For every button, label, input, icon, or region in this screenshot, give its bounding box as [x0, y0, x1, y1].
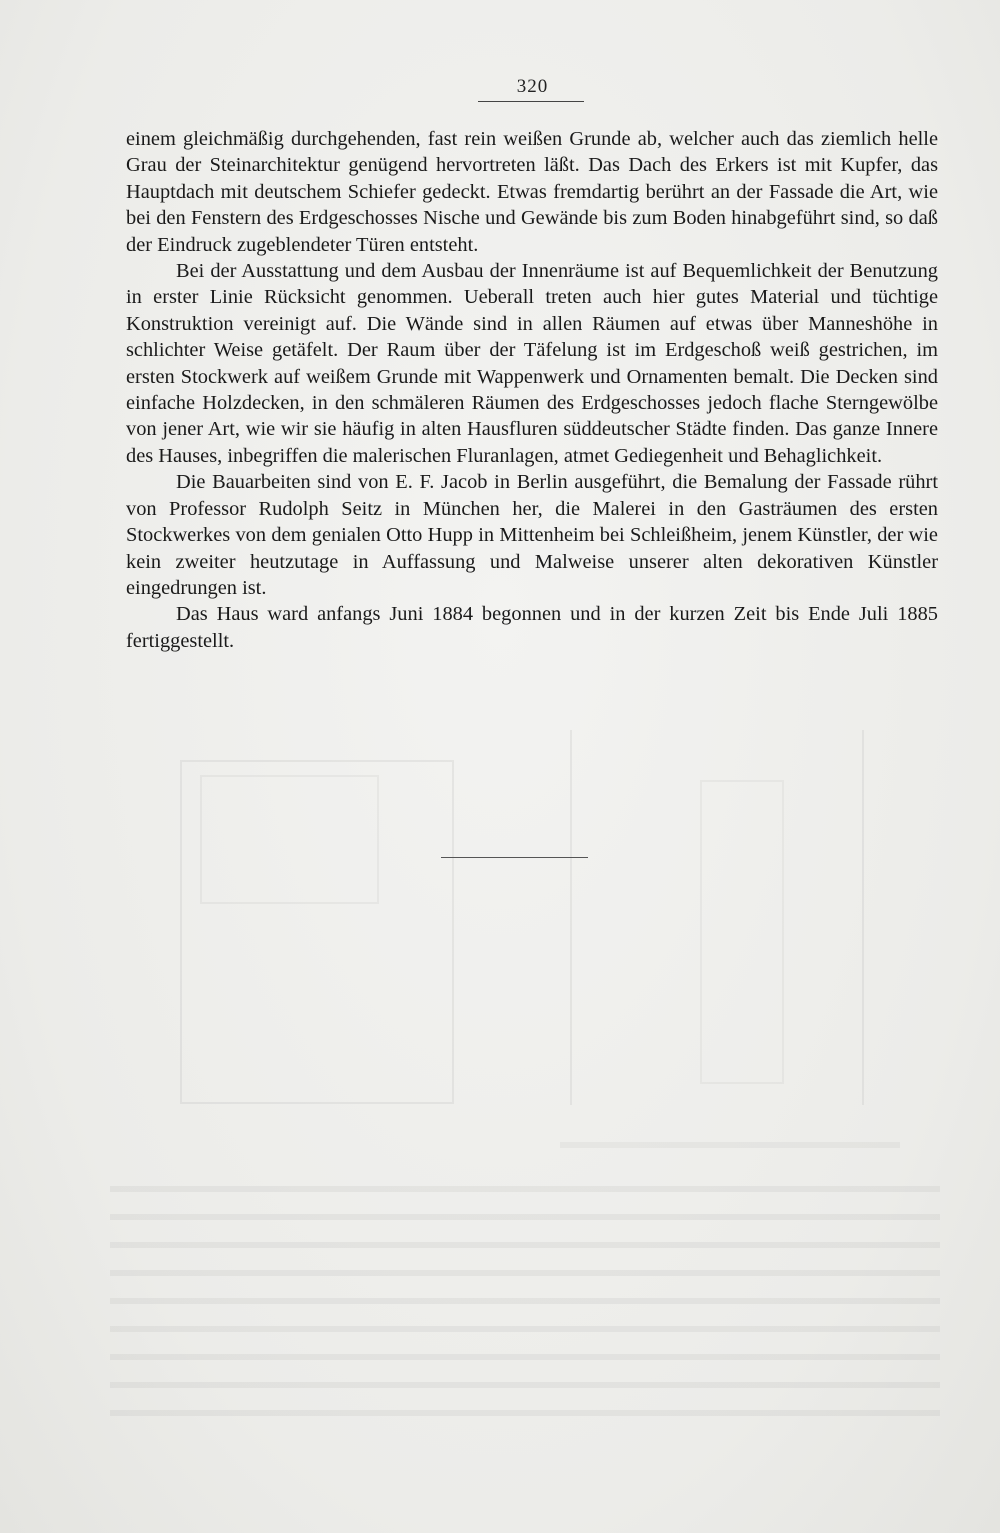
bleed-through-text [110, 1170, 940, 1420]
bleed-through-drawing-right-detail [700, 780, 784, 1084]
paragraph-3: Die Bauarbeiten sind von E. F. Jacob in Berlin ausgeführt, die Bemalung der Fassade rührt von Professor Rudolph Seitz in München her, die Malerei in den Gasträumen des ersten Stockwerkes von dem genialen Otto Hupp in Mittenheim bei Schleißheim, jenem Künstler, der wie kein zweiter heutzutage in Auffassung und Malweise unserer alten dekorativen Künstler eingedrungen ist. [126, 471, 938, 599]
section-end-rule [441, 857, 588, 858]
page-number: 320 [516, 76, 549, 97]
body-text [126, 126, 938, 654]
bleed-through-drawing-left [180, 760, 454, 1104]
paragraph-1: einem gleichmäßig durchgehenden, fast rein weißen Grunde ab, welcher auch das ziemlich helle Grau der Steinarchitektur genügend hervortreten läßt. Das Dach des Erkers ist mit Kupfer, das Hauptdach mit deutschem Schiefer gedeckt. Etwas fremdartig berührt an der Fassade die Art, wie bei den Fenstern des Erdgeschosses Nische und Gewände bis zum Boden hinabgeführt sind, so daß der Eindruck zugeblendeter Türen entsteht. [126, 128, 938, 256]
header-rule [478, 101, 584, 102]
bleed-through-caption [560, 1142, 900, 1148]
paragraph-4: Das Haus ward anfangs Juni 1884 begonnen und in der kurzen Zeit bis Ende Juli 1885 fertiggestellt. [126, 603, 938, 652]
bleed-through-drawing-left-detail [200, 775, 379, 904]
bleed-through-drawing-right [570, 730, 864, 1105]
paragraph-2: Bei der Ausstattung und dem Ausbau der Innenräume ist auf Bequemlichkeit der Benutzung in erster Linie Rücksicht genommen. Ueberall treten auch hier gutes Material und tüchtige Konstruktion vereinigt auf. Die Wände sind in allen Räumen auf etwas über Manneshöhe in schlichter Weise getäfelt. Der Raum über der Täfelung ist im Erdgeschoß weiß gestrichen, im ersten Stockwerk auf weißem Grunde mit Wappenwerk und Ornamenten bemalt. Die Decken sind einfache Holzdecken, in den schmäleren Räumen des Erdgeschosses jedoch flache Sterngewölbe von jener Art, wie wir sie häufig in alten Hausfluren süddeutscher Städte finden. Das ganze Innere des Hauses, inbegriffen die malerischen Fluranlagen, atmet Gediegenheit und Behaglichkeit. [126, 260, 938, 467]
